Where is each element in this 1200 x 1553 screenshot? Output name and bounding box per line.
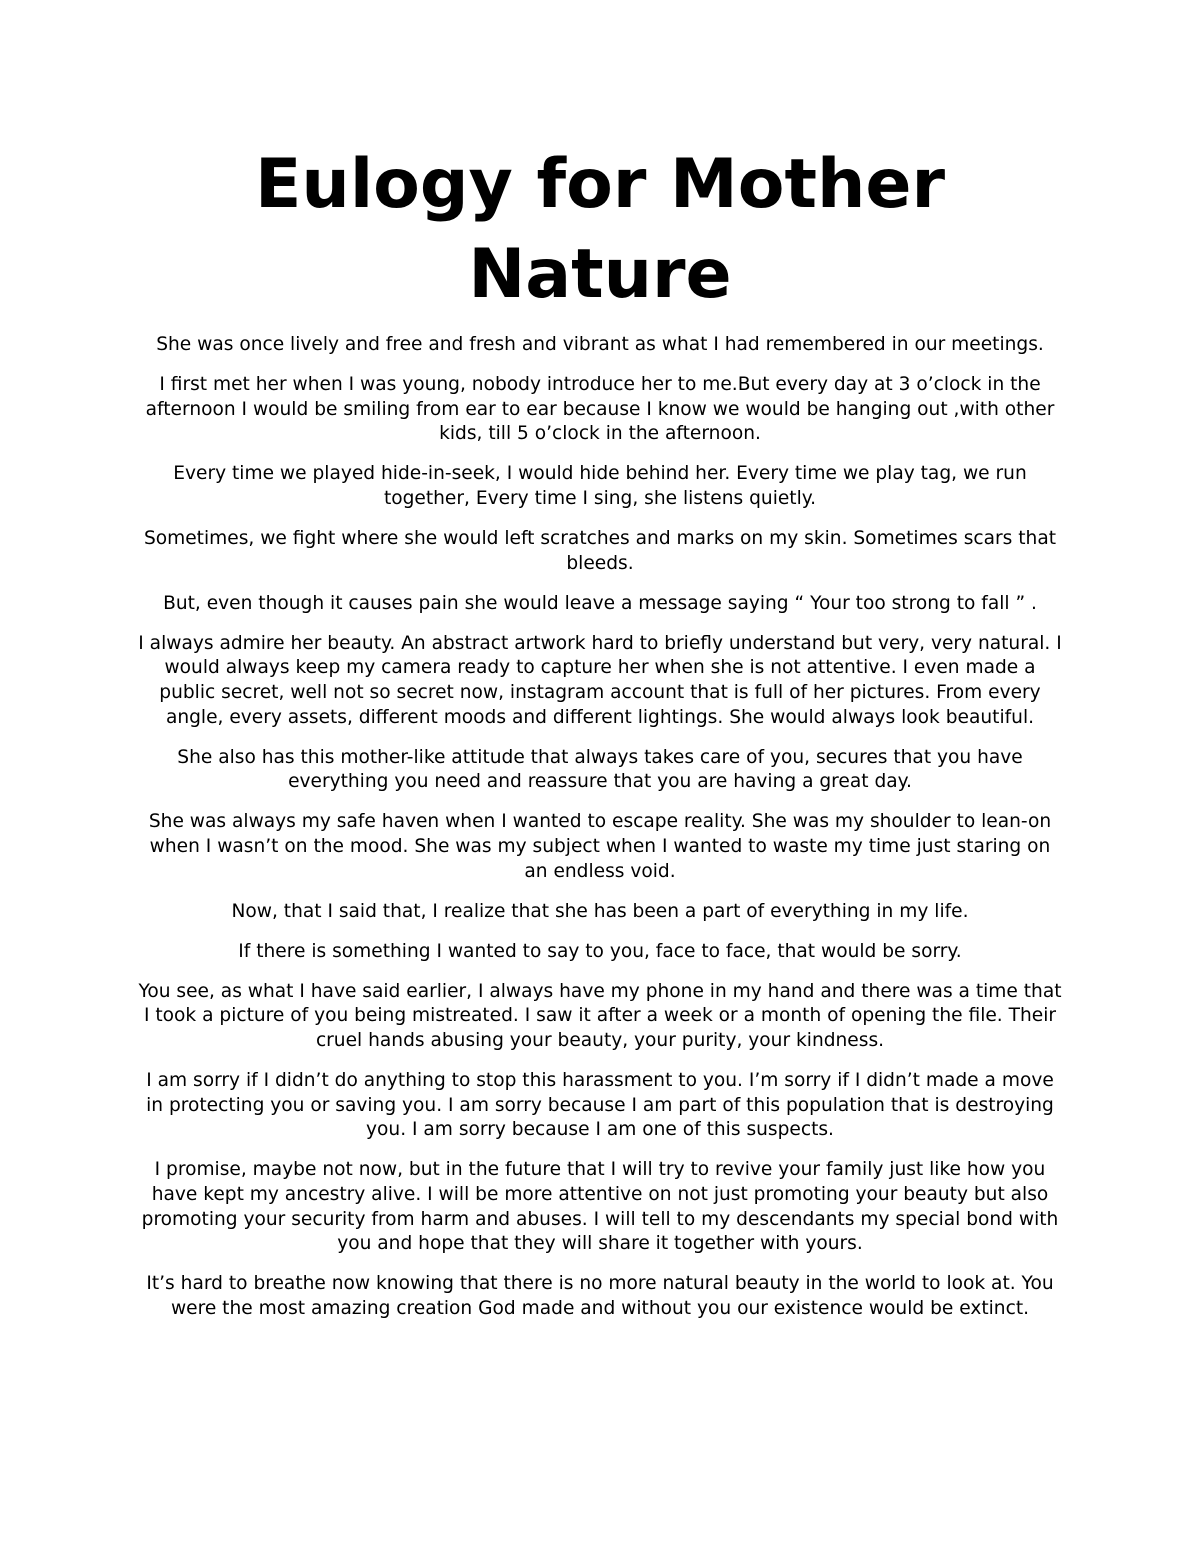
document-body (138, 333, 1062, 1337)
paragraph-1: She was once lively and free and fresh and vibrant as what I had remembered in our meetings. (156, 334, 1044, 355)
paragraph-6: I always admire her beauty. An abstract artwork hard to briefly understand but very, very natural. I would always keep my camera ready to capture her when she is not attentive. I even made a public secret, well not so secret now, instagram account that is full of her pictures. From every angle, every assets, different moods and different lightings. She would always look beautiful. (138, 632, 1062, 728)
paragraph-9: Now, that I said that, I realize that she has been a part of everything in my life. (231, 900, 969, 922)
title-line-2: Nature (468, 235, 732, 314)
title-line-1: Eulogy for Mother (254, 145, 946, 224)
paragraph-8: She was always my safe haven when I wanted to escape reality. She was my shoulder to lean-on when I wasn’t on the mood. She was my subject when I wanted to waste my time just staring on an endless void. (148, 811, 1052, 882)
paragraph-13: I promise, maybe not now, but in the future that I will try to revive your family just like how you have kept my ancestry alive. I will be more attentive on not just promoting your beauty but also promoting your security from harm and abuses. I will tell to my descendants my special bond with you and hope that they will share it together with yours. (141, 1159, 1059, 1255)
paragraph-7: She also has this mother-like attitude that always takes care of you, secures that you have everything you need and reassure that you are having a great day. (177, 746, 1023, 793)
paragraph-12: I am sorry if I didn’t do anything to stop this harassment to you. I’m sorry if I didn’t made a move in protecting you or saving you. I am sorry because I am part of this population that is destroying you. I am sorry because I am one of this suspects. (146, 1070, 1054, 1141)
paragraph-3: Every time we played hide-in-seek, I would hide behind her. Every time we play tag, we run together, Every time I sing, she listens quietly. (173, 463, 1027, 509)
document-title (140, 140, 1060, 320)
paragraph-14: It’s hard to breathe now knowing that there is no more natural beauty in the world to look at. You were the most amazing creation God made and without you our existence would be extinct. (146, 1273, 1054, 1319)
paragraph-10: If there is something I wanted to say to you, face to face, that would be sorry. (238, 940, 962, 962)
paragraph-2: I first met her when I was young, nobody introduce her to me.But every day at 3 o’clock in the afternoon I would be smiling from ear to ear because I know we would be hanging out ,with other kids, till 5 o’clock in the afternoon. (145, 374, 1055, 445)
paragraph-5: But, even though it causes pain she would leave a message saying “ Your too strong to fall ” . (163, 592, 1037, 614)
paragraph-4: Sometimes, we fight where she would left scratches and marks on my skin. Sometimes scars that bleeds. (143, 528, 1057, 574)
paragraph-11: You see, as what I have said earlier, I always have my phone in my hand and there was a time that I took a picture of you being mistreated. I saw it after a week or a month of opening the file. Their cruel hands abusing your beauty, your purity, your kindness. (138, 980, 1062, 1052)
